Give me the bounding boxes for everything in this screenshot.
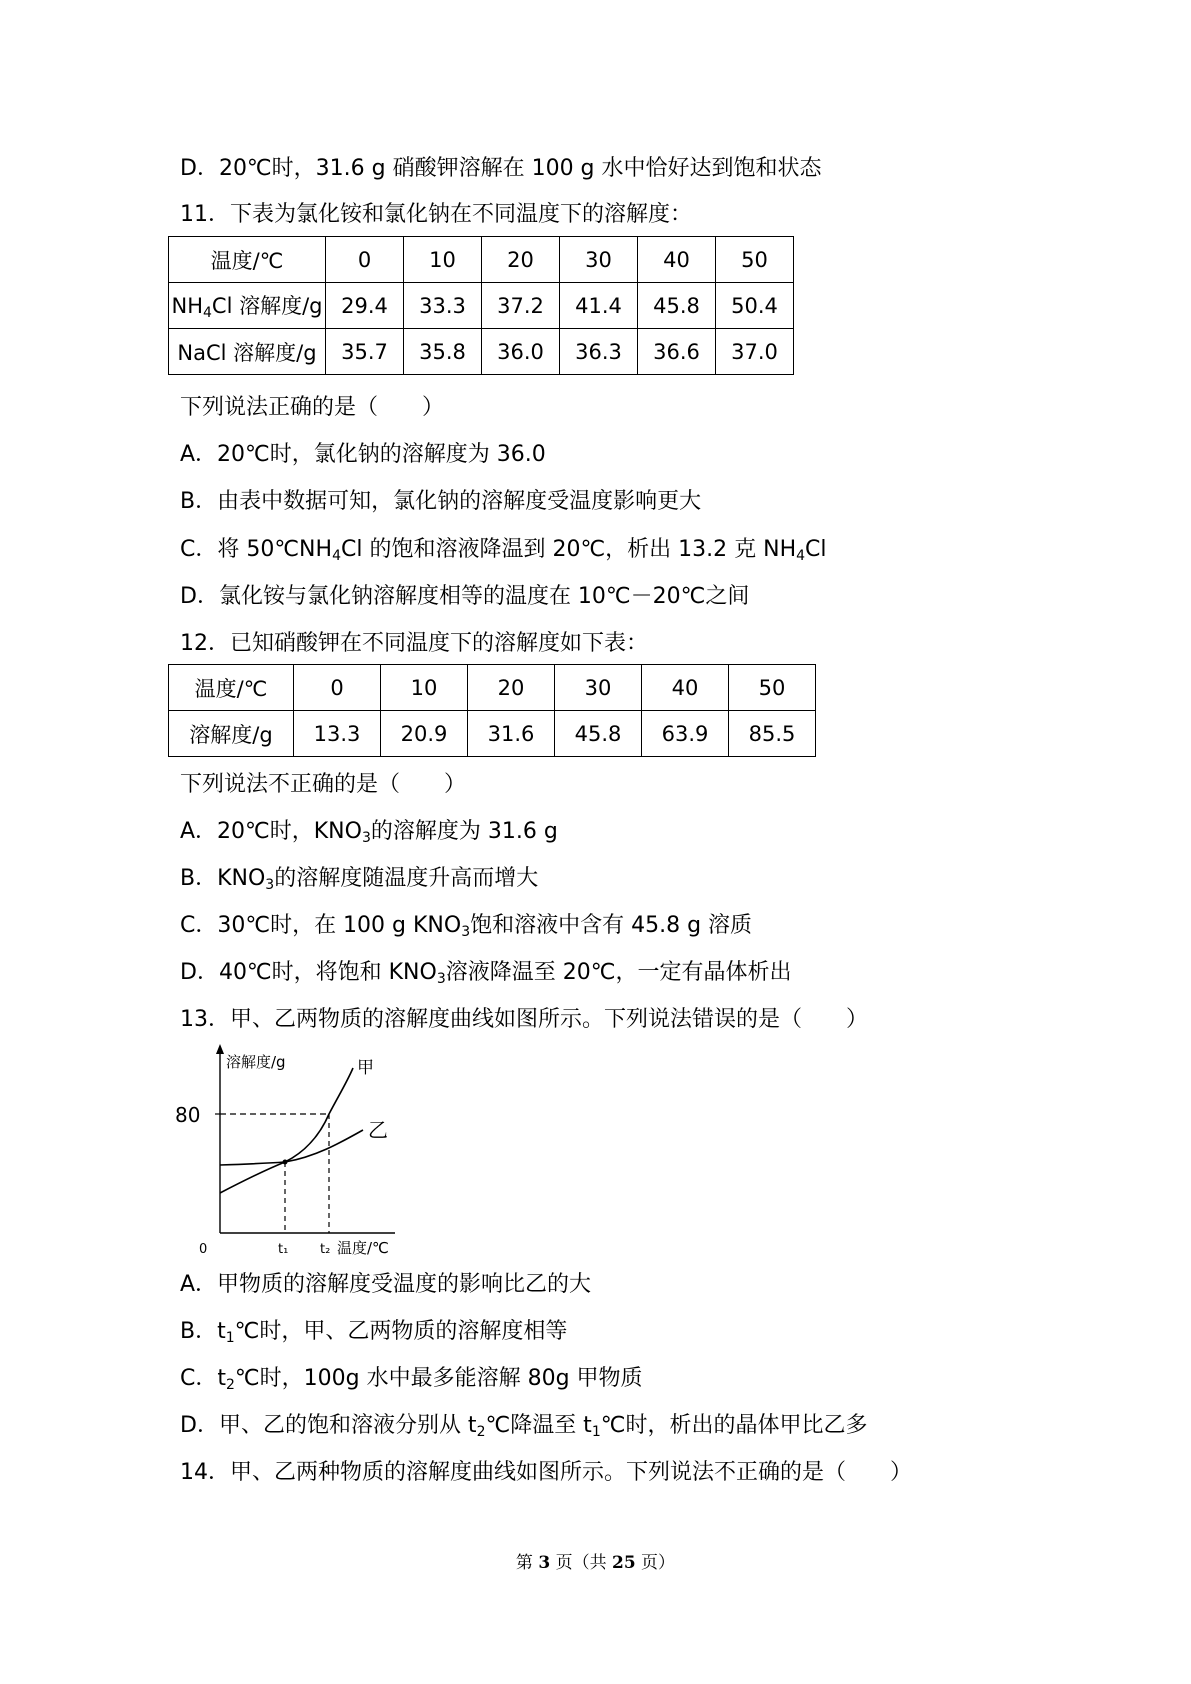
- curve-yi-label: 乙: [368, 1118, 388, 1142]
- q11-temp-cell: 30: [560, 237, 638, 283]
- q11-solubility-table: [168, 236, 794, 375]
- q12-option-b: B．$KNO_3$的溶解度随温度升高而增大: [180, 866, 539, 893]
- q11-nacl-value: 35.7: [326, 329, 404, 375]
- q12-temp-cell: 30: [555, 665, 642, 711]
- q12-temp-cell: 0: [294, 665, 381, 711]
- q11-nh4cl-value: 50.4: [716, 283, 794, 329]
- q13-option-b: B．$t_1℃$时，甲、乙两物质的溶解度相等: [180, 1319, 568, 1346]
- q11-table-nacl-row: [169, 329, 794, 375]
- q12-prompt: 下列说法不正确的是（ ）: [180, 772, 467, 797]
- q11-nacl-value: 36.0: [482, 329, 560, 375]
- q11-temp-cell: 40: [638, 237, 716, 283]
- q11-nh4cl-value: 37.2: [482, 283, 560, 329]
- q12-value: 31.6: [468, 711, 555, 757]
- q12-option-d: D．40℃时，将饱和 $KNO_3$溶液降温至 20℃，一定有晶体析出: [180, 960, 792, 987]
- q11-nacl-value: 36.3: [560, 329, 638, 375]
- y-axis-arrow-icon: [216, 1044, 224, 1054]
- q12-row-label: 溶解度/g: [169, 711, 294, 757]
- curve-yi: [220, 1130, 363, 1165]
- q13-option-c: C．$t_2℃$时，100g 水中最多能溶解 80g 甲物质: [180, 1366, 643, 1393]
- q12-value: 85.5: [729, 711, 816, 757]
- origin-label: 0: [199, 1242, 208, 1255]
- y-tick-label-80: 80: [175, 1103, 201, 1127]
- q11-table-nh4cl-row: [169, 283, 794, 329]
- y-axis-label: 溶解度/g: [226, 1053, 286, 1071]
- t1-label: t₁: [278, 1242, 289, 1255]
- q11-option-d: D．氯化铵与氯化钠溶解度相等的温度在 10℃－20℃之间: [180, 584, 750, 609]
- q11-nacl-value: 37.0: [716, 329, 794, 375]
- intersection-point: [283, 1160, 288, 1165]
- q11-nh4cl-label: $NH_4Cl$ 溶解度/g: [169, 283, 326, 329]
- q11-nh4cl-value: 41.4: [560, 283, 638, 329]
- q11-nacl-value: 35.8: [404, 329, 482, 375]
- q12-value: 20.9: [381, 711, 468, 757]
- q11-nacl-label: NaCl 溶解度/g: [169, 329, 326, 375]
- q11-nh4cl-value: 33.3: [404, 283, 482, 329]
- q12-temp-cell: 10: [381, 665, 468, 711]
- q13-option-d: D．甲、乙的饱和溶液分别从 $t_2℃$降温至 $t_1℃$时，析出的晶体甲比乙多: [180, 1413, 868, 1440]
- page-number: 3: [538, 1553, 551, 1573]
- q11-stem: 11．下表为氯化铵和氯化钠在不同温度下的溶解度：: [180, 202, 692, 227]
- q14-stem: 14．甲、乙两种物质的溶解度曲线如图所示。下列说法不正确的是（ ）: [180, 1460, 912, 1485]
- q11-temp-cell: 10: [404, 237, 482, 283]
- q12-table-header-row: [169, 665, 816, 711]
- q12-value: 63.9: [642, 711, 729, 757]
- q13-option-a: A．甲物质的溶解度受温度的影响比乙的大: [180, 1272, 592, 1297]
- q11-option-a: A．20℃时，氯化钠的溶解度为 36.0: [180, 442, 546, 467]
- q11-prompt: 下列说法正确的是（ ）: [180, 395, 445, 420]
- curve-jia-label: 甲: [357, 1058, 374, 1078]
- q12-table-solubility-row: [169, 711, 816, 757]
- q12-value: 13.3: [294, 711, 381, 757]
- q13-stem: 13．甲、乙两物质的溶解度曲线如图所示。下列说法错误的是（ ）: [180, 1007, 868, 1032]
- q12-temp-cell: 40: [642, 665, 729, 711]
- q11-temp-cell: 50: [716, 237, 794, 283]
- q12-value: 45.8: [555, 711, 642, 757]
- page-footer: 第 3 页（共 25 页）: [515, 1553, 676, 1573]
- q12-temp-cell: 50: [729, 665, 816, 711]
- q11-option-b: B．由表中数据可知，氯化钠的溶解度受温度影响更大: [180, 489, 702, 514]
- t2-label: t₂: [320, 1242, 331, 1255]
- q12-option-a: A．20℃时，$KNO_3$的溶解度为 31.6 g: [180, 819, 558, 846]
- q11-header-label: 温度/℃: [169, 237, 326, 283]
- q11-table-header-row: [169, 237, 794, 283]
- q10-option-d: D．20℃时，31.6 g 硝酸钾溶解在 100 g 水中恰好达到饱和状态: [180, 156, 822, 181]
- x-axis-label: 温度/℃: [337, 1239, 389, 1255]
- q11-temp-cell: 0: [326, 237, 404, 283]
- q12-option-c: C．30℃时，在 100 g $KNO_3$饱和溶液中含有 45.8 g 溶质: [180, 913, 753, 940]
- q12-header-label: 温度/℃: [169, 665, 294, 711]
- q11-temp-cell: 20: [482, 237, 560, 283]
- q12-temp-cell: 20: [468, 665, 555, 711]
- page-total: 25: [611, 1553, 636, 1573]
- q11-nacl-value: 36.6: [638, 329, 716, 375]
- curve-jia: [220, 1068, 353, 1193]
- q12-stem: 12．已知硝酸钾在不同温度下的溶解度如下表：: [180, 631, 648, 656]
- q13-solubility-curve-figure: [175, 1040, 405, 1255]
- q12-solubility-table: [168, 664, 816, 757]
- q11-option-c: C．将 $50℃NH_4Cl$ 的饱和溶液降温到 20℃，析出 13.2 克 $NH_4Cl$: [180, 537, 827, 564]
- q11-nh4cl-value: 45.8: [638, 283, 716, 329]
- q11-nh4cl-value: 29.4: [326, 283, 404, 329]
